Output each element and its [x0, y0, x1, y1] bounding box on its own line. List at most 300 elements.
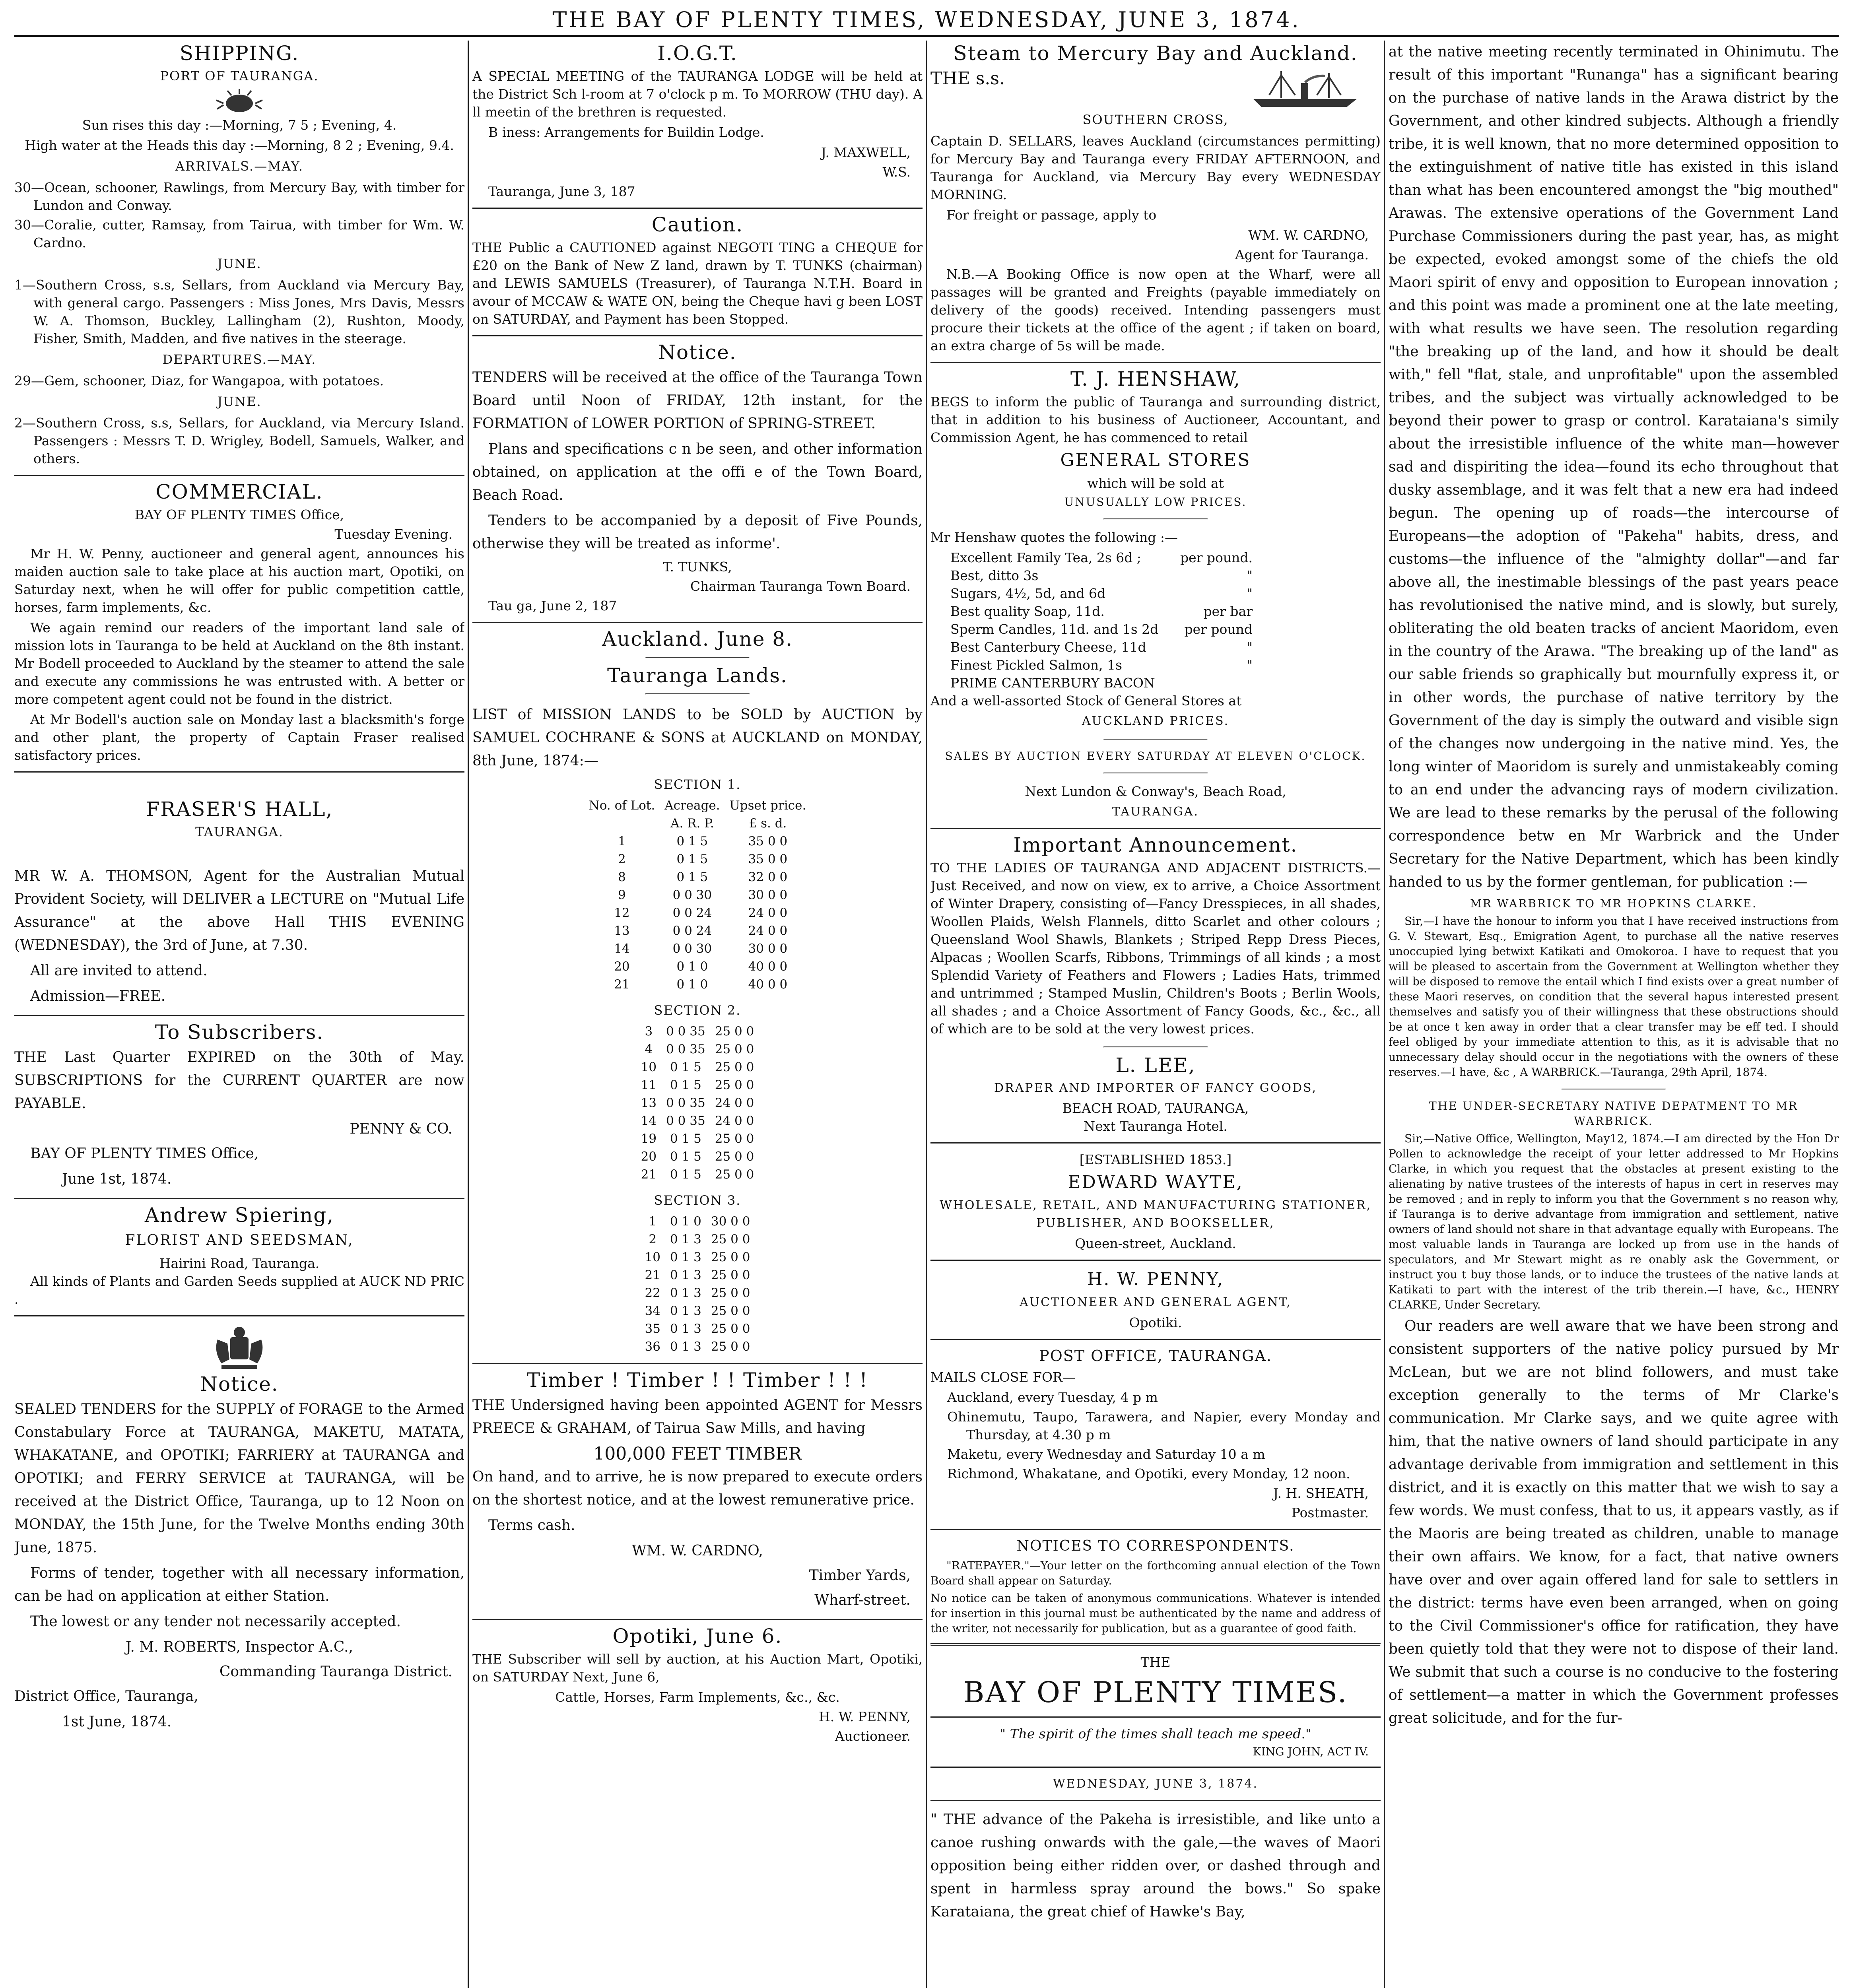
paper-motto-source: KING JOHN, ACT IV.	[1253, 1745, 1369, 1758]
table-row	[584, 868, 811, 886]
divider	[472, 335, 923, 336]
town-board-notice-deposit: Tenders to be accompanied by a deposit of Five Pounds, otherwise they will be treated as informe'.	[472, 513, 923, 552]
june-heading: JUNE.	[217, 394, 262, 409]
tauranga-lands-title: Tauranga Lands.	[607, 664, 788, 687]
opotiki-title: Opotiki, June 6.	[612, 1625, 783, 1648]
section-1-rows	[584, 833, 811, 994]
table-cell: 0 1 3	[670, 1286, 701, 1300]
table-cell: 25 0 0	[711, 1340, 750, 1354]
divider	[930, 828, 1381, 829]
table-cell: 4	[645, 1042, 653, 1056]
table-cell: 14	[641, 1114, 657, 1128]
henshaw-town: TAURANGA.	[1112, 805, 1199, 819]
price-unit: per pound.	[1180, 550, 1253, 565]
masthead: THE BAY OF PLENTY TIMES, WEDNESDAY, JUNE 3, 1874.	[14, 7, 1839, 37]
table-cell: 0 1 3	[670, 1232, 701, 1246]
caution-title: Caution.	[651, 213, 744, 236]
table-cell: 25 0 0	[715, 1060, 754, 1074]
price-item: Best Canterbury Cheese, 11d	[950, 639, 1146, 655]
price-unit: "	[1246, 568, 1253, 583]
price-list-item	[950, 638, 1253, 656]
price-list-item	[950, 584, 1253, 602]
table-cell: 0 1 5	[670, 1078, 701, 1092]
table-cell: 0 1 5	[676, 870, 708, 884]
table-cell: 25 0 0	[715, 1167, 754, 1182]
town-board-notice-text: TENDERS will be received at the office of the Tauranga Town Board until Noon of FRIDAY, 12th instant, for the FORMATION of LOWER PORTION of SPRING-STREET.	[472, 369, 923, 432]
steam-schedule: Captain D. SELLARS, leaves Auckland (circumstances permitting) for Mercury Bay and Tauranga every FRIDAY AFTERNOON, and Tauranga for Auckland, via Mercury Bay every WEDNESDAY MORNING.	[930, 133, 1381, 202]
henshaw-general-stores: GENERAL STORES	[1060, 450, 1251, 470]
price-list-item	[950, 656, 1253, 674]
subscribers-title: To Subscribers.	[155, 1021, 324, 1044]
iogt-signature-title: W.S.	[882, 164, 911, 180]
auckland-date-title: Auckland. June 8.	[602, 627, 793, 650]
table-row	[640, 1320, 755, 1338]
table-cell: 13	[641, 1096, 657, 1110]
double-divider	[930, 1643, 1381, 1646]
table-cell: 30 0 0	[711, 1214, 750, 1229]
table-cell: 25 0 0	[711, 1268, 750, 1282]
price-item: Sugars, 4½, 5d, and 6d	[950, 586, 1106, 601]
short-divider	[1103, 518, 1208, 520]
wayte-trade: WHOLESALE, RETAIL, AND MANUFACTURING STATIONER, PUBLISHER, AND BOOKSELLER,	[939, 1198, 1372, 1230]
table-cell: 25 0 0	[715, 1132, 754, 1146]
table-row	[636, 1076, 759, 1094]
table-row	[584, 904, 811, 922]
header-acreage: Acreage.	[664, 798, 720, 813]
divider	[14, 771, 464, 773]
opotiki-signature-title: Auctioneer.	[835, 1728, 911, 1744]
departures-heading: DEPARTURES.—MAY.	[162, 352, 317, 367]
table-cell: 34	[645, 1304, 660, 1318]
forage-notice-lowest: The lowest or any tender not necessarily accepted.	[30, 1613, 401, 1630]
post-office-title: POST OFFICE, TAURANGA.	[1039, 1347, 1272, 1365]
forage-notice-signature: J. M. ROBERTS, Inspector A.C.,	[125, 1639, 354, 1655]
lecture-admission: Admission—FREE.	[30, 988, 166, 1004]
iogt-date: Tauranga, June 3, 187	[488, 184, 635, 199]
table-cell: 0 1 0	[670, 1214, 701, 1229]
price-unit: "	[1246, 657, 1253, 673]
henshaw-assorted: And a well-assorted Stock of General Stores at	[930, 693, 1242, 709]
table-cell: 25 0 0	[711, 1322, 750, 1336]
henshaw-price-list	[950, 549, 1381, 692]
steamship-icon	[1245, 67, 1365, 111]
table-cell: 14	[614, 942, 630, 956]
post-office-item: Maketu, every Wednesday and Saturday 10 a m	[947, 1446, 1265, 1462]
price-list-item	[950, 549, 1253, 567]
table-cell: 0 0 24	[672, 924, 712, 938]
commercial-date: Tuesday Evening.	[334, 526, 453, 542]
henshaw-text: BEGS to inform the public of Tauranga and surrounding district, that in addition to his business of Auctioneer, Accountant, and Commission Agent, he has commenced to retail	[930, 394, 1381, 445]
table-row	[640, 1213, 755, 1231]
table-row	[584, 940, 811, 958]
wayte-name: EDWARD WAYTE,	[1068, 1172, 1243, 1192]
lecture-notice: MR W. A. THOMSON, Agent for the Australian Mutual Provident Society, will DELIVER a LECTURE on "Mutual Life Assurance" at the above Hall THIS EVENING (WEDNESDAY), the 3rd of June, at 7.30.	[14, 868, 464, 953]
table-row	[584, 886, 811, 904]
table-cell: 0 1 3	[670, 1268, 701, 1282]
table-cell: 25 0 0	[711, 1250, 750, 1264]
table-cell: 0 1 5	[670, 1132, 701, 1146]
town-board-notice-title: Notice.	[658, 341, 737, 364]
table-cell: 20	[614, 959, 630, 974]
june-heading: JUNE.	[217, 256, 262, 271]
table-cell: 0 1 5	[670, 1167, 701, 1182]
divider	[14, 1315, 464, 1316]
table-cell: 0 1 0	[676, 977, 708, 992]
price-list-item	[950, 674, 1253, 692]
column-rule	[1384, 41, 1385, 1988]
header-lot: No. of Lot.	[589, 798, 655, 813]
newspaper-page	[14, 7, 1839, 1988]
section-2-table	[636, 1023, 759, 1184]
lecture-invite: All are invited to attend.	[30, 963, 208, 979]
town-board-date: Tau ga, June 2, 187	[488, 598, 617, 613]
sun-rise-text: Sun rises this day :—Morning, 7 5 ; Evening, 4.	[82, 117, 397, 133]
price-unit: per pound	[1184, 621, 1253, 637]
divider	[14, 1015, 464, 1016]
table-cell: 0 1 5	[676, 852, 708, 866]
table-cell: 24 0 0	[715, 1096, 754, 1110]
iogt-text: A SPECIAL MEETING of the TAURANGA LODGE will be held at the District Sch l-room at 7 o'clock p m. To MORROW (THU day). A ll meetin of the brethren is requested.	[472, 68, 923, 120]
header-arp: A. R. P.	[670, 816, 714, 831]
table-cell: 10	[641, 1060, 657, 1074]
table-cell: 11	[641, 1078, 657, 1092]
table-cell: 0 1 3	[670, 1250, 701, 1264]
table-cell: 0 1 3	[670, 1340, 701, 1354]
divider	[472, 1619, 923, 1620]
divider	[472, 622, 923, 623]
table-cell: 25 0 0	[715, 1078, 754, 1092]
divider	[930, 1767, 1381, 1768]
column-rule	[468, 41, 469, 1988]
town-board-signature: T. TUNKS,	[663, 559, 732, 575]
post-office-item: Richmond, Whakatane, and Opotiki, every Monday, 12 noon.	[947, 1466, 1350, 1481]
lee-address: BEACH ROAD, TAURANGA,	[1062, 1101, 1249, 1116]
post-office-signature-title: Postmaster.	[1291, 1505, 1369, 1520]
steam-apply: For freight or passage, apply to	[946, 207, 1157, 223]
spiering-trade: FLORIST AND SEEDSMAN,	[125, 1232, 354, 1248]
table-cell: 0 1 5	[676, 834, 708, 848]
table-cell: 19	[641, 1132, 657, 1146]
divider	[930, 362, 1381, 363]
frasers-hall-sub: TAURANGA.	[195, 824, 284, 839]
table-cell: 25 0 0	[715, 1024, 754, 1039]
arrival-entry: 1—Southern Cross, s.s, Sellars, from Auckland via Mercury Bay, with general cargo. Passengers : Miss Jones, Mrs Davis, Messrs W. A. Thomson, Buckley, Lallingham (2), Rushton, Moody, Fisher, Smith, Madden, and five natives in the steerage.	[14, 277, 464, 346]
price-unit: "	[1246, 639, 1253, 655]
price-list-item	[950, 602, 1253, 620]
town-board-signature-title: Chairman Tauranga Town Board.	[690, 579, 911, 594]
divider	[930, 1339, 1381, 1340]
table-cell: 12	[614, 906, 630, 920]
post-office-heading: MAILS CLOSE FOR—	[930, 1369, 1076, 1385]
table-cell: 25 0 0	[711, 1304, 750, 1318]
table-cell: 24 0 0	[748, 924, 788, 938]
table-cell: 25 0 0	[711, 1232, 750, 1246]
important-text: TO THE LADIES OF TAURANGA AND ADJACENT DISTRICTS.—Just Received, and now on view, ex to arrive, a Choice Assortment of Winter Drapery, consisting of—Fancy Dresspieces, in all shades, Woollen Plaids, Welsh Flannels, ditto Scarlet and other colours ; Queensland Wool Shawls, Blankets ; Striped Repp Dress Pieces, Alpacas ; Woollen Scarfs, Ribbons, Trimmings of all kinds ; a most Splendid Variety of Feathers and Flowers ; Ladies Hats, trimmed and untrimmed ; Stamped Muslin, Children's Boots ; Berlin Wools, all shades ; and a Choice Assortment of Fancy Goods, &c., &c., all of which are to be sold at the very lowest prices.	[930, 860, 1381, 1037]
henshaw-title: T. J. HENSHAW,	[1070, 367, 1241, 390]
table-row	[636, 1148, 759, 1166]
table-cell: 2	[649, 1232, 657, 1246]
arrival-entry: 30—Coralie, cutter, Ramsay, from Tairua, with timber for Wm. W. Cardno.	[14, 217, 464, 250]
spiering-address: Hairini Road, Tauranga.	[159, 1256, 320, 1271]
table-cell: 0 0 35	[666, 1096, 705, 1110]
timber-signature: WM. W. CARDNO,	[631, 1543, 763, 1559]
price-item: Sperm Candles, 11d. and 1s 2d	[950, 621, 1159, 637]
iogt-title: I.O.G.T.	[657, 42, 738, 65]
caution-text: THE Public a CAUTIONED against NEGOTI TING a CHEQUE for £20 on the Bank of New Z land, drawn by T. TUNKS (chairman) and LEWIS SAMUELS (Treasurer), of Tauranga N.T.H. Board in avour of MCCAW & WATE ON, being the Cheque havi g been LOST on SATURDAY, and Payment has been Stopped.	[472, 240, 923, 327]
table-row	[636, 1112, 759, 1130]
editorial-continued: at the native meeting recently terminated in Ohinimutu. The result of this important "Runanga" has a significant bearing on the purchase of native lands in the Arawa district by the Government, and other kindred subjects. Although a friendly tribe, it is well known, that no more determined opposition to the extinguishment of native title has existed in this island than what has been encountered amongst the "big mouthed" Arawas. The extensive operations of the Government Land Purchase Commissioners during the past year, has, as might be expected, evoked amongst some of the chiefs the old Maori spirit of envy and opposition to European innovation ; and this point was made a prominent one at the late meeting, with what results we have seen. The resolution regarding "the breaking up of the land, and how it should be dealt with," fell "flat, stale, and unprofitable" upon the assembled tribes, and the subject was virtually acknowledged to be beyond their power to grasp or control. Karataiana's simily about the irresistible influence of the white man—however sad and dispiriting the idea—found its echo throughout that dusky assemblage, and it was felt that a new era had indeed begun. The opening up of roads—the intercourse of Europeans—the adoption of "Pakeha" habits, dress, and customs—the influence of the "almighty dollar"—and far above all, the inestimable blessings of the past years peace has revolutionised the native mind, and is slowly, but surely, obliterating the old beaten tracks of ancient Maoridom, even in the country of the Arawa. "The breaking up of the land" as our sable friends so graphically but mournfully express it, or in other words, the purchase of native territory by the Government of the day is simply the outward and visible sign of the changes now undergoing in the native mind. Yes, the long winter of Maoridom is surely and unmistakeably coming to an end under the advancing rays of modern civilization. We are lead to these remarks by the perusal of the following correspondence betw en Mr Warbrick and the Under Secretary for the Native Department, which has been kindly handed to us by the former gentleman, for publication :—	[1389, 44, 1839, 890]
table-cell: 35 0 0	[748, 852, 788, 866]
table-cell: 2	[618, 852, 626, 866]
table-cell: 35 0 0	[748, 834, 788, 848]
wayte-address: Queen-street, Auckland.	[1075, 1236, 1236, 1251]
section-3-heading: SECTION 3.	[654, 1193, 741, 1208]
table-cell: 0 1 0	[676, 959, 708, 974]
table-cell: 21	[614, 977, 630, 992]
section-3-rows	[640, 1213, 755, 1356]
table-cell: 35	[645, 1322, 660, 1336]
steam-title: Steam to Mercury Bay and Auckland.	[953, 42, 1358, 65]
steam-ship-prefix: THE s.s.	[930, 68, 1005, 89]
divider	[930, 1260, 1381, 1261]
table-row	[584, 976, 811, 994]
opotiki-text: THE Subscriber will sell by auction, at his Auction Mart, Opotiki, on SATURDAY Next, June 6,	[472, 1651, 923, 1685]
henshaw-low-prices: UNUSUALLY LOW PRICES.	[1064, 495, 1247, 509]
table-cell: 40 0 0	[748, 977, 788, 992]
price-unit: per bar	[1203, 604, 1253, 619]
table-row	[636, 1023, 759, 1041]
table-cell: 25 0 0	[715, 1149, 754, 1164]
timber-title: Timber ! Timber ! ! Timber ! ! !	[526, 1369, 868, 1392]
opotiki-signature: H. W. PENNY,	[819, 1709, 911, 1724]
price-list-item	[950, 620, 1253, 638]
table-cell: 40 0 0	[748, 959, 788, 974]
table-row	[584, 850, 811, 868]
letter-1-text: Sir,—I have the honour to inform you that I have received instructions from G. V. Stewart, Esq., Emigration Agent, to purchase all the native reserves unoccupied lying betwixt Katikati and Omokoroa. I have to request that you will be pleased to ascertain from the Government at Wellington whether they will be disposed to remove the entail which I find exists over a great number of these Maori reserves, on condition that the several hapus interested present themselves and satisfy you of their willingness that these obstructions should be at once t ken away in order that a clear transfer may be eff ted. I should feel obliged by your immediate attention to this, as it is advisable that no unnecessary delay should occur in the negotiations with the owners of these reserves.—I have, &c , A WARBRICK.—Tauranga, 29th April, 1874.	[1389, 914, 1839, 1079]
forage-notice-signature-title: Commanding Tauranga District.	[219, 1664, 453, 1680]
divider	[930, 1142, 1381, 1143]
section-1-table	[584, 797, 811, 994]
table-cell: 0 0 35	[666, 1024, 705, 1039]
table-row	[636, 1130, 759, 1148]
forage-notice-title: Notice.	[200, 1373, 279, 1396]
arrival-entry: 30—Ocean, schooner, Rawlings, from Mercury Bay, with timber for Lundon and Conway.	[14, 180, 464, 213]
steam-signature: WM. W. CARDNO,	[1248, 227, 1369, 243]
table-cell: 0 0 35	[666, 1114, 705, 1128]
table-cell: 0 1 3	[670, 1304, 701, 1318]
correspondents-title: NOTICES TO CORRESPONDENTS.	[1016, 1538, 1295, 1554]
town-board-notice-plans: Plans and specifications c n be seen, and other information obtained, on application at the offi e of the Town Board, Beach Road.	[472, 441, 923, 503]
table-cell: 0 1 5	[670, 1149, 701, 1164]
tide-text: High water at the Heads this day :—Morning, 8 2 ; Evening, 9.4.	[25, 138, 454, 153]
table-cell: 20	[641, 1149, 657, 1164]
table-cell: 0 0 24	[672, 906, 712, 920]
mission-lands-text: LIST of MISSION LANDS to be SOLD by AUCTION by SAMUEL COCHRANE & SONS at AUCKLAND on MONDAY, 8th June, 1874:—	[472, 707, 923, 769]
port-heading: PORT OF TAURANGA.	[160, 68, 319, 83]
subscribers-notice: THE Last Quarter EXPIRED on the 30th of May. SUBSCRIPTIONS for the CURRENT QUARTER are now PAYABLE.	[14, 1049, 464, 1112]
divider	[930, 1529, 1381, 1530]
departure-entry: 29—Gem, schooner, Diaz, for Wangapoa, with potatoes.	[14, 373, 384, 388]
spiering-title: Andrew Spiering,	[144, 1204, 334, 1227]
table-cell: 0 0 35	[666, 1042, 705, 1056]
table-cell: 0 0 30	[672, 942, 712, 956]
table-cell: 25 0 0	[711, 1286, 750, 1300]
table-cell: 22	[645, 1286, 660, 1300]
table-cell: 24 0 0	[748, 906, 788, 920]
timber-text: THE Undersigned having been appointed AGENT for Messrs PREECE & GRAHAM, of Tairua Saw Mills, and having	[472, 1397, 923, 1437]
frasers-hall-title: FRASER'S HALL,	[146, 798, 333, 821]
table-row	[636, 1166, 759, 1184]
table-cell: 32 0 0	[748, 870, 788, 884]
penny-trade: AUCTIONEER AND GENERAL AGENT,	[1020, 1295, 1292, 1309]
table-row	[640, 1266, 755, 1284]
correspondents-ratepayer: "RATEPAYER."—Your letter on the forthcoming annual election of the Town Board shall appear on Saturday.	[930, 1559, 1381, 1587]
subscribers-office: BAY OF PLENTY TIMES Office,	[30, 1145, 259, 1162]
subscribers-signature: PENNY & CO.	[350, 1121, 453, 1137]
price-item: Finest Pickled Salmon, 1s	[950, 657, 1123, 673]
iogt-signature: J. MAXWELL,	[821, 145, 911, 160]
table-cell: 0 1 5	[670, 1060, 701, 1074]
short-divider	[1103, 773, 1208, 774]
subscribers-date: June 1st, 1874.	[62, 1171, 172, 1187]
table-cell: 0 0 30	[672, 888, 712, 902]
commercial-office: BAY OF PLENTY TIMES Office,	[134, 507, 344, 522]
column-1	[14, 41, 464, 1988]
commercial-paragraph: Mr H. W. Penny, auctioneer and general agent, announces his maiden auction sale to take place at his auction mart, Opotiki, on Saturday next, when he will offer for public competition cattle, horses, farm implements, &c.	[14, 546, 464, 615]
column-rule	[926, 41, 927, 1988]
correspondents-anonymous: No notice can be taken of anonymous communications. Whatever is intended for insertion in this journal must be authenticated by the name and address of the writer, not necessarily for publication, but as a guarantee of good faith.	[930, 1592, 1381, 1635]
steam-ship-name: SOUTHERN CROSS,	[1082, 112, 1229, 127]
column-2	[472, 41, 923, 1988]
divider	[930, 1716, 1381, 1718]
section-1-heading: SECTION 1.	[654, 777, 741, 792]
lee-title: L. LEE,	[1115, 1054, 1196, 1077]
timber-signature-yards: Timber Yards,	[809, 1567, 911, 1584]
table-cell: 36	[645, 1340, 660, 1354]
price-item: Best, ditto 3s	[950, 568, 1039, 583]
section-3-table	[640, 1213, 755, 1356]
price-item: Best quality Soap, 11d.	[950, 604, 1105, 619]
table-cell: 0 1 3	[670, 1322, 701, 1336]
price-item: Excellent Family Tea, 2s 6d ;	[950, 550, 1141, 565]
table-row	[584, 833, 811, 850]
departure-entry: 2—Southern Cross, s.s, Sellars, for Auckland, via Mercury Island. Passengers : Messrs T. D. Wrigley, Bodell, Samuels, Walker, and others.	[14, 415, 464, 466]
post-office-signature: J. H. SHEATH,	[1273, 1485, 1369, 1501]
lee-trade: DRAPER AND IMPORTER OF FANCY GOODS,	[994, 1081, 1317, 1095]
table-row	[640, 1302, 755, 1320]
table-row	[636, 1058, 759, 1076]
table-cell: 8	[618, 870, 626, 884]
header-upset-price: Upset price.	[729, 798, 806, 813]
table-cell: 21	[645, 1268, 660, 1282]
post-office-item: Auckland, every Tuesday, 4 p m	[947, 1390, 1158, 1405]
section-2-rows	[636, 1023, 759, 1184]
henshaw-sold-at: which will be sold at	[1087, 476, 1224, 491]
table-cell: 9	[618, 888, 626, 902]
opotiki-items: Cattle, Horses, Farm Implements, &c., &c.	[555, 1689, 840, 1705]
divider	[930, 1800, 1381, 1801]
timber-quantity: 100,000 FEET TIMBER	[593, 1444, 802, 1464]
table-cell: 3	[645, 1024, 653, 1039]
section-2-heading: SECTION 2.	[654, 1003, 741, 1018]
table-cell: 25 0 0	[715, 1042, 754, 1056]
column-4	[1389, 41, 1839, 1988]
short-divider	[1562, 1089, 1666, 1090]
short-divider	[645, 657, 750, 658]
letter-2-text: Sir,—Native Office, Wellington, May12, 1874.—I am directed by the Hon Dr Pollen to acknowledge the receipt of your letter addressed to Mr Hopkins Clarke, in which you request that the obstacles at present existing to the alienating by native trustees of the interests of hapus in cert in reserves may be removed ; and in reply to inform you that the Government s no reason why, if Tauranga is to derive advantage from immigration and settlement, native owners of land should not share in that advantage equally with Europeans. The most valuable lands in Tauranga are locked up from use in the hands of speculators, and Mr Stewart might as re onably ask the Government, or instruct you t buy those lands, or to induce the trustees of the native lands at Katikati to part with the interest of the trib therein.—I have, &c., HENRY CLARKE, Under Secretary.	[1389, 1132, 1839, 1311]
timber-orders: On hand, and to arrive, he is now prepared to execute orders on the shortest notice, and at the lowest remunerative price.	[472, 1469, 923, 1508]
column-3	[930, 41, 1381, 1988]
price-item: PRIME CANTERBURY BACON	[950, 675, 1155, 691]
spiering-text: All kinds of Plants and Garden Seeds supplied at AUCK ND PRIC .	[14, 1274, 464, 1307]
short-divider	[1103, 1046, 1208, 1048]
table-cell: 1	[649, 1214, 657, 1229]
timber-signature-street: Wharf-street.	[814, 1592, 911, 1608]
letter-2-heading: THE UNDER-SECRETARY NATIVE DEPATMENT TO MR WARBRICK.	[1429, 1099, 1798, 1128]
table-cell: 10	[645, 1250, 660, 1264]
editorial-conclusion: Our readers are well aware that we have been strong and consistent supporters of the native policy pursued by Mr McLean, but we are not blind followers, and must take exception generally to the terms of Mr Clarke's communication. Mr Clarke says, and we quite agree with him, that the native owners of land should participate in any advantage derivable from immigration and settlement in this district, and it is exactly on this matter that we wish to say a few words. We must confess, that to us, it appears vastly, as if the Maoris are being treated as children, unable to manage their own affairs. We know, for a fact, that native owners have over and over again offered land for sale to settlers in the district: terms have even been arranged, when on going to the Civil Commissioner's office for ratification, they have been quietly told that they were not to dispose of their land. We submit that such a course is no conducive to the fostering of settlement—a matter in which the Government professes great solicitude, and for the fur-	[1389, 1318, 1839, 1726]
divider	[14, 1198, 464, 1199]
table-cell: 13	[614, 924, 630, 938]
post-office-item: Ohinemutu, Taupo, Tarawera, and Napier, every Monday and Thursday, at 4.30 p m	[947, 1409, 1381, 1442]
commercial-paragraph: We again remind our readers of the important land sale of mission lots in Tauranga to be held at Auckland on the 8th instant. Mr Bodell proceeded to Auckland by the steamer to attend the sale and execute any commissions he was entrusted with. A better or more competent agent could not be found in the district.	[14, 620, 464, 707]
arrivals-heading: ARRIVALS.—MAY.	[175, 159, 303, 174]
henshaw-sales: SALES BY AUCTION EVERY SATURDAY AT ELEVEN O'CLOCK.	[945, 749, 1366, 763]
table-row	[636, 1094, 759, 1112]
divider	[14, 475, 464, 476]
henshaw-quotes: Mr Henshaw quotes the following :—	[930, 530, 1178, 545]
henshaw-next: Next Lundon & Conway's, Beach Road,	[1025, 784, 1286, 799]
paper-title: BAY OF PLENTY TIMES.	[963, 1675, 1348, 1709]
table-row	[640, 1338, 755, 1356]
commercial-paragraph: At Mr Bodell's auction sale on Monday last a blacksmith's forge and other plant, the property of Captain Fraser realised satisfactory prices.	[14, 712, 464, 763]
table-row	[584, 922, 811, 940]
price-list-item	[950, 567, 1253, 584]
shipping-title: SHIPPING.	[179, 42, 299, 65]
henshaw-auckland-prices: AUCKLAND PRICES.	[1082, 714, 1230, 728]
sun-emblem-icon	[216, 88, 263, 116]
steam-signature-title: Agent for Tauranga.	[1235, 247, 1369, 262]
table-cell: 24 0 0	[715, 1114, 754, 1128]
short-divider	[645, 693, 750, 695]
forage-notice-date: 1st June, 1874.	[62, 1714, 172, 1730]
wayte-established: [ESTABLISHED 1853.]	[1079, 1152, 1232, 1167]
table-cell: 30 0 0	[748, 888, 788, 902]
royal-coat-of-arms-icon	[206, 1324, 273, 1371]
divider	[472, 208, 923, 209]
important-title: Important Announcement.	[1013, 833, 1298, 856]
letter-1-heading: MR WARBRICK TO MR HOPKINS CLARKE.	[1470, 897, 1757, 910]
lee-next: Next Tauranga Hotel.	[1084, 1118, 1228, 1134]
table-row	[584, 958, 811, 976]
table-cell: 21	[641, 1167, 657, 1182]
table-row	[640, 1284, 755, 1302]
paper-motto: " The spirit of the times shall teach me speed."	[999, 1726, 1312, 1741]
paper-title-the: THE	[1140, 1654, 1171, 1670]
paper-date: WEDNESDAY, JUNE 3, 1874.	[1053, 1777, 1259, 1791]
short-divider	[1103, 739, 1208, 740]
table-cell: 1	[618, 834, 626, 848]
steam-booking-note: N.B.—A Booking Office is now open at the Wharf, were all passages will be granted and Freights (payable immediately on delivery of the goods) received. Intending passengers must procure their tickets at the office of the agent ; if taken on board, an extra charge of 5s will be made.	[930, 266, 1381, 353]
table-row	[640, 1248, 755, 1266]
table-cell: 30 0 0	[748, 942, 788, 956]
iogt-business: B iness: Arrangements for Buildin Lodge.	[488, 124, 764, 140]
divider	[472, 1363, 923, 1364]
commercial-title: COMMERCIAL.	[155, 480, 323, 503]
table-row	[636, 1041, 759, 1058]
penny-town: Opotiki.	[1129, 1315, 1182, 1330]
penny-name: H. W. PENNY,	[1087, 1269, 1224, 1289]
